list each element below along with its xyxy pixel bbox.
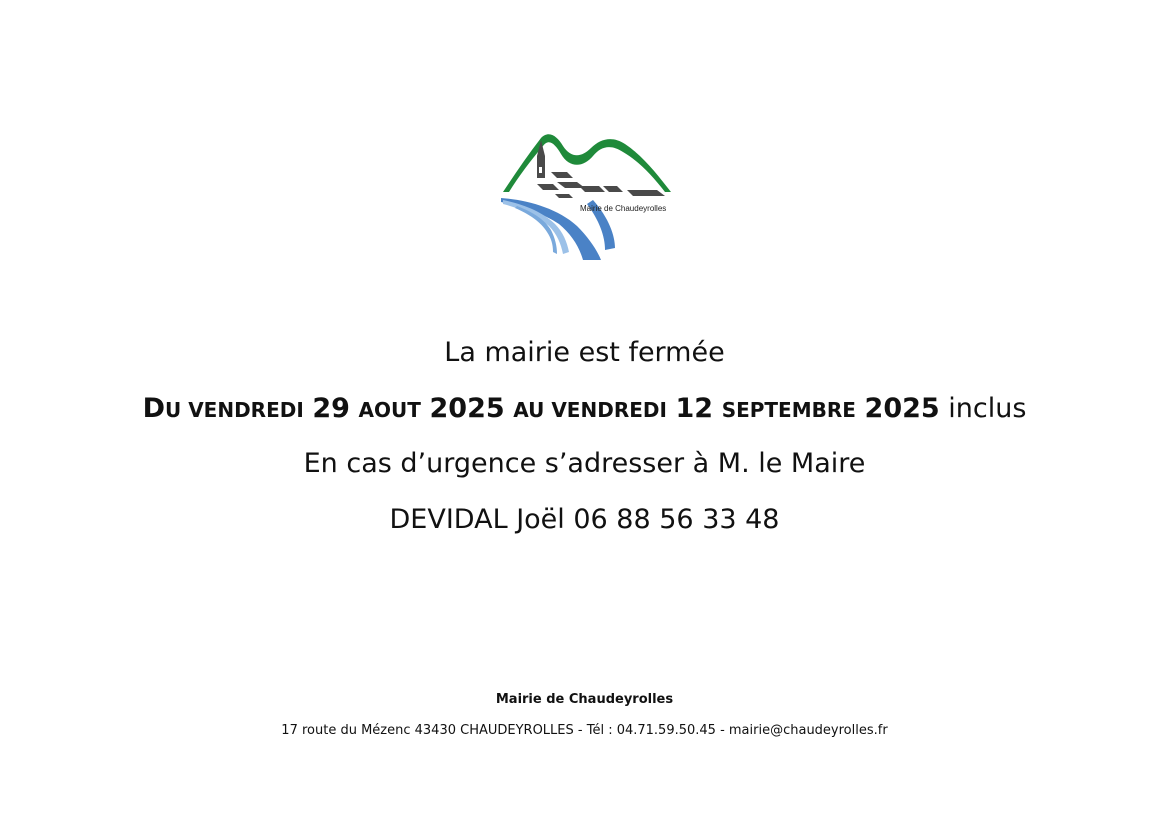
- start-month: AOUT: [358, 398, 421, 422]
- footer-address: 17 route du Mézenc 43430 CHAUDEYROLLES - Tél : 04.71.59.50.45 - mairie@chaudeyrolles.fr: [281, 723, 888, 738]
- au-label: AU VENDREDI: [513, 398, 667, 422]
- town-hall-logo: [497, 126, 673, 262]
- roof: [555, 194, 573, 198]
- footer-title: Mairie de Chaudeyrolles: [495, 692, 674, 707]
- logo-image: [497, 126, 673, 262]
- closure-dates: [0, 392, 1169, 427]
- start-day: 29: [312, 393, 350, 424]
- closure-notice: La mairie est fermée: [444, 337, 725, 368]
- inclus-label: inclus: [948, 393, 1027, 424]
- end-year: 2025: [864, 393, 940, 424]
- mountain-shape: [503, 134, 671, 192]
- roof: [579, 186, 605, 192]
- du-rest: U VENDREDI: [164, 398, 304, 422]
- roof: [537, 184, 559, 190]
- start-year: 2025: [429, 393, 505, 424]
- roof: [627, 190, 665, 196]
- roof: [551, 172, 573, 178]
- logo-caption: Mairie de Chaudeyrolles: [580, 204, 667, 213]
- mayor-contact: DEVIDAL Joël 06 88 56 33 48: [389, 504, 780, 535]
- du-initial: D: [142, 393, 165, 424]
- emergency-instruction: En cas d’urgence s’adresser à M. le Maire: [303, 448, 866, 479]
- end-month: SEPTEMBRE: [721, 398, 856, 422]
- roof: [603, 186, 623, 192]
- end-day: 12: [675, 393, 714, 424]
